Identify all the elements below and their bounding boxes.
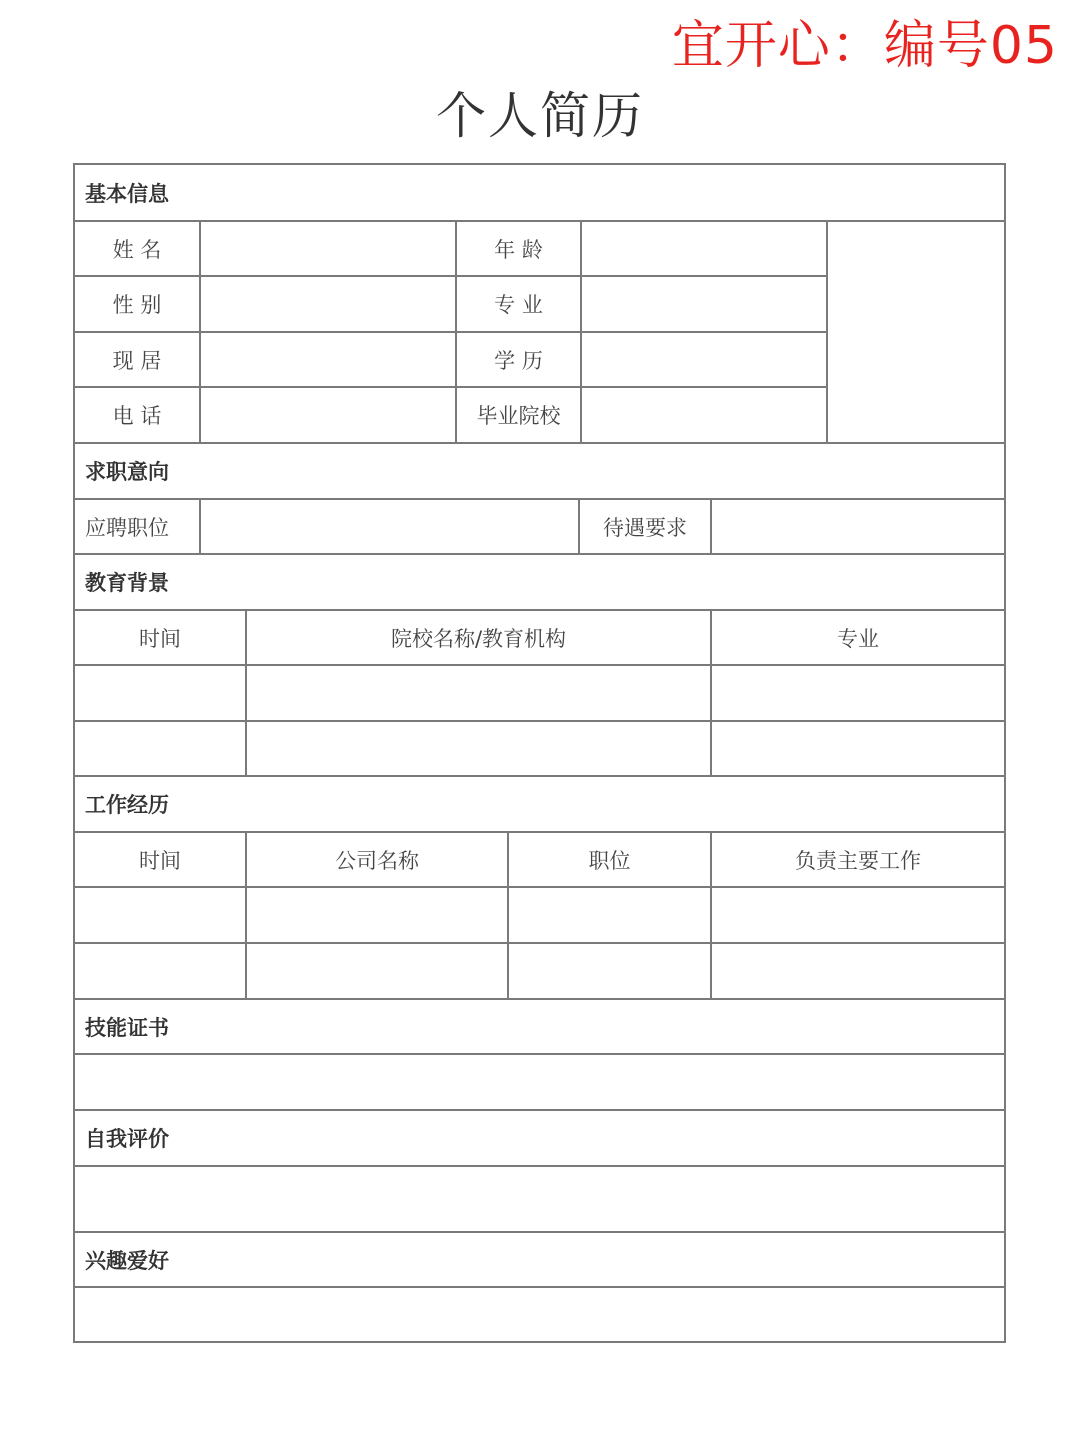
education-row-cell[interactable]	[247, 666, 710, 720]
label-degree: 学 历	[494, 348, 543, 373]
input-salary[interactable]	[712, 500, 1004, 553]
label-salary: 待遇要求	[603, 515, 687, 540]
input-major[interactable]	[582, 277, 826, 331]
input-gender[interactable]	[201, 277, 455, 331]
label-position: 应聘职位	[85, 515, 169, 540]
work-row-cell[interactable]	[75, 944, 245, 998]
input-school[interactable]	[582, 388, 826, 442]
section-title-basic-info: 基本信息	[85, 181, 169, 206]
work-row-cell[interactable]	[509, 888, 710, 942]
work-row-cell[interactable]	[712, 888, 1004, 942]
work-header-time: 时间	[139, 848, 181, 873]
work-header-company: 公司名称	[335, 848, 419, 873]
education-row-cell[interactable]	[712, 666, 1004, 720]
label-gender: 性 别	[112, 293, 162, 317]
education-row-cell[interactable]	[712, 722, 1004, 775]
section-title-education: 教育背景	[85, 571, 169, 595]
label-residence: 现 居	[112, 348, 162, 373]
education-header-major: 专业	[837, 626, 879, 651]
label-phone: 电 话	[112, 404, 162, 428]
self-evaluation-input-area[interactable]	[75, 1167, 1004, 1231]
skills-input-area[interactable]	[75, 1055, 1004, 1109]
education-row-cell[interactable]	[247, 722, 710, 775]
section-title-self-evaluation: 自我评价	[85, 1127, 169, 1151]
input-degree[interactable]	[582, 333, 826, 386]
page-title: 个人简历	[436, 87, 644, 145]
work-row-cell[interactable]	[712, 944, 1004, 998]
work-row-cell[interactable]	[509, 944, 710, 998]
label-age: 年 龄	[494, 237, 543, 262]
label-name: 姓 名	[112, 237, 162, 262]
work-row-cell[interactable]	[247, 888, 507, 942]
input-residence[interactable]	[201, 333, 455, 386]
input-age[interactable]	[582, 222, 826, 275]
input-name[interactable]	[201, 222, 455, 275]
section-title-job-intention: 求职意向	[85, 460, 169, 484]
photo-area[interactable]	[828, 222, 1004, 442]
input-phone[interactable]	[201, 388, 455, 442]
education-row-cell[interactable]	[75, 722, 245, 775]
label-major: 专 业	[494, 293, 543, 317]
education-header-time: 时间	[139, 626, 181, 651]
hobbies-input-area[interactable]	[75, 1288, 1004, 1341]
template-number-tag: 宜开心：编号05	[671, 16, 1058, 76]
input-position[interactable]	[201, 500, 578, 553]
section-title-skills: 技能证书	[85, 1015, 169, 1040]
education-row-cell[interactable]	[75, 666, 245, 720]
work-header-position: 职位	[588, 848, 631, 873]
section-title-work: 工作经历	[85, 793, 169, 817]
resume-form	[73, 163, 1006, 1343]
work-header-duties: 负责主要工作	[795, 848, 921, 873]
work-row-cell[interactable]	[247, 944, 507, 998]
education-header-school: 院校名称/教育机构	[390, 626, 567, 651]
work-row-cell[interactable]	[75, 888, 245, 942]
section-title-hobbies: 兴趣爱好	[85, 1248, 169, 1273]
label-school: 毕业院校	[476, 404, 561, 428]
